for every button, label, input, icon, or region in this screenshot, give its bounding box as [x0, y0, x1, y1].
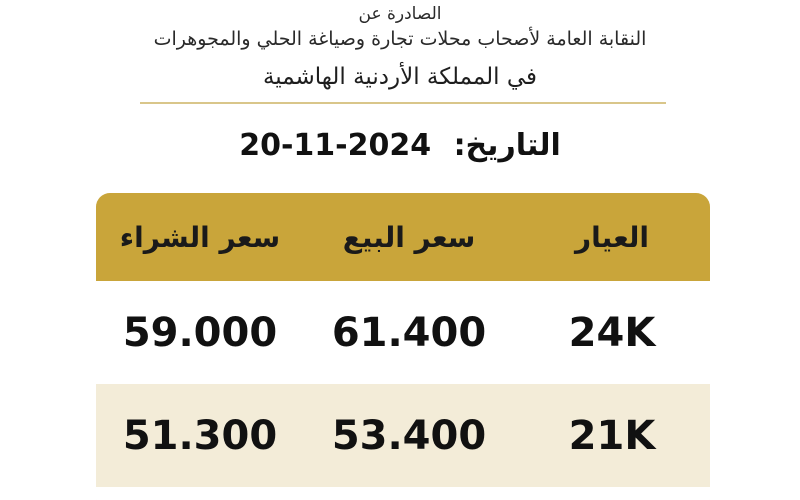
issued-by-label: الصادرة عن: [358, 4, 442, 24]
karat-cell: 21K: [568, 412, 656, 459]
date-label: التاريخ:: [453, 128, 561, 163]
price-table: [96, 193, 710, 500]
table-row: [96, 281, 710, 384]
header-divider: [140, 102, 666, 104]
header-buy-price: سعر الشراء: [119, 220, 281, 254]
header-sell-price: سعر البيع: [342, 220, 476, 254]
sell-price-cell: 53.400: [331, 412, 487, 459]
table-row-partial: [96, 487, 710, 500]
table-row: [96, 384, 710, 487]
date-value: 20-11-2024: [239, 128, 432, 163]
buy-price-cell: 59.000: [122, 309, 278, 356]
kingdom-name: في المملكة الأردنية الهاشمية: [262, 64, 538, 90]
karat-cell: 24K: [568, 309, 656, 356]
buy-price-cell: 51.300: [122, 412, 278, 459]
header-karat: العيار: [575, 220, 649, 254]
sell-price-cell: 61.400: [331, 309, 487, 356]
date-row: [0, 128, 800, 163]
syndicate-name: النقابة العامة لأصحاب محلات تجارة وصياغة الحلي والمجوهرات: [153, 28, 647, 50]
table-header-row: [96, 193, 710, 281]
